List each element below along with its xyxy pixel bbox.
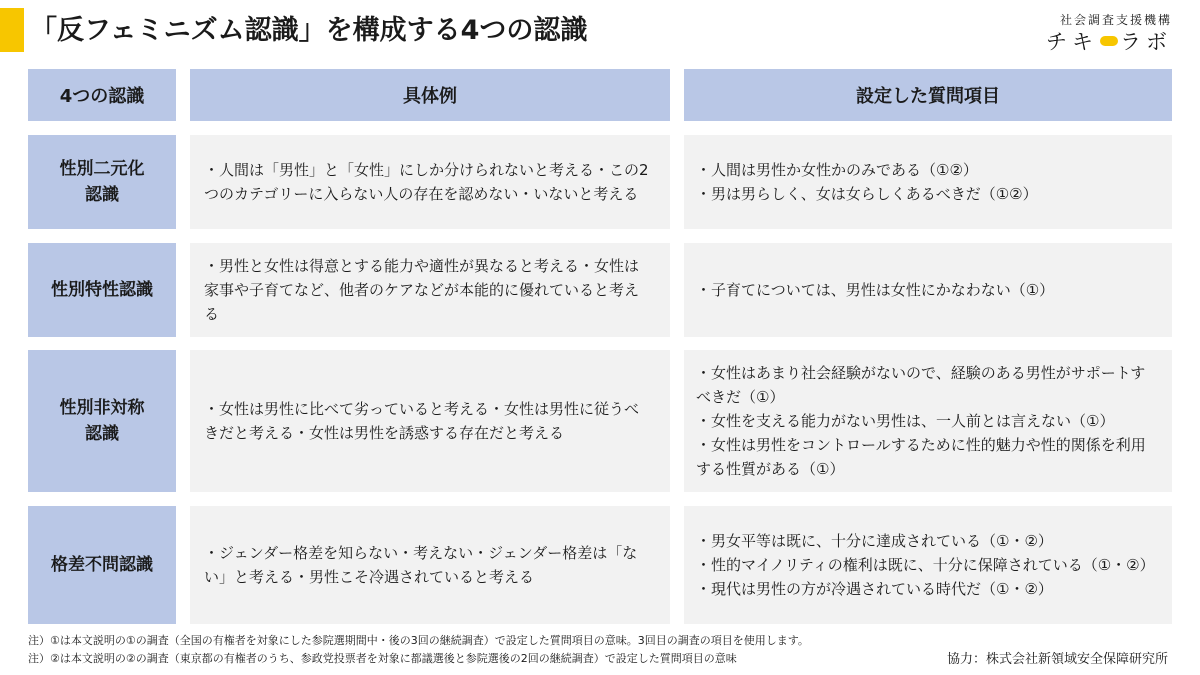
example-cell: ・女性は男性に比べて劣っていると考える・女性は男性に従うべきだと考える・女性は男性を誘惑する存在だと考える	[190, 350, 670, 492]
questions-cell	[684, 350, 1172, 492]
example-cell: ・人間は「男性」と「女性」にしか分けられないと考える・この2つのカテゴリーに入らない人の存在を認めない・いないと考える	[190, 135, 670, 229]
logo-wordmark	[1032, 28, 1172, 56]
footnote: 注）②は本文説明の②の調査（東京都の有権者のうち、参政党投票者を対象に都議選後と参院選後の2回の継続調査）で設定した質問項目の意味	[28, 652, 737, 665]
question-item: ・女性は男性をコントロールするために性的魅力や性的関係を利用する性質がある（①）	[696, 436, 1146, 478]
question-item: ・男は男らしく、女は女らしくあるべきだ（①②）	[696, 185, 1038, 203]
title-accent-bar	[0, 8, 24, 52]
header-cell: 設定した質問項目	[684, 69, 1172, 121]
question-item: ・人間は男性か女性かのみである（①②）	[696, 161, 978, 179]
question-item: ・男女平等は既に、十分に達成されている（①・②）	[696, 532, 1053, 550]
logo	[1032, 12, 1172, 56]
header-cell: 具体例	[190, 69, 670, 121]
row-label: 性別特性認識	[28, 243, 176, 337]
header-cell: 4つの認識	[28, 69, 176, 121]
page-title: 「反フェミニズム認識」を構成する4つの認識	[30, 15, 588, 46]
question-item: ・現代は男性の方が冷遇されている時代だ（①・②）	[696, 580, 1053, 598]
question-item: ・子育てについては、男性は女性にかなわない（①）	[696, 281, 1055, 299]
questions-cell	[684, 243, 1172, 337]
credit-text: 協力：株式会社新領域安全保障研究所	[946, 652, 1168, 667]
example-cell: ・ジェンダー格差を知らない・考えない・ジェンダー格差は「ない」と考える・男性こそ冷遇されていると考える	[190, 506, 670, 624]
logo-name-left: チキ	[1046, 30, 1098, 54]
logo-name-right: ラボ	[1120, 30, 1172, 54]
row-label: 性別非対称 認識	[28, 350, 176, 492]
footnotes	[28, 632, 809, 668]
question-item: ・性的マイノリティの権利は既に、十分に保障されている（①・②）	[696, 556, 1155, 574]
logo-mark-icon	[1100, 36, 1118, 46]
questions-cell	[684, 506, 1172, 624]
questions-cell	[684, 135, 1172, 229]
logo-org-name: 社会調査支援機構	[1059, 13, 1172, 27]
footnote: 注）①は本文説明の①の調査（全国の有権者を対象にした参院選期間中・後の3回の継続調査）で設定した質問項目の意味。3回目の調査の項目を使用します。	[28, 634, 809, 647]
question-item: ・女性はあまり社会経験がないので、経験のある男性がサポートすべきだ（①）	[696, 364, 1146, 406]
row-label: 格差不問認識	[28, 506, 176, 624]
row-label: 性別二元化 認識	[28, 135, 176, 229]
question-item: ・女性を支える能力がない男性は、一人前とは言えない（①）	[696, 412, 1115, 430]
example-cell: ・男性と女性は得意とする能力や適性が異なると考える・女性は家事や子育てなど、他者のケアなどが本能的に優れていると考える	[190, 243, 670, 337]
